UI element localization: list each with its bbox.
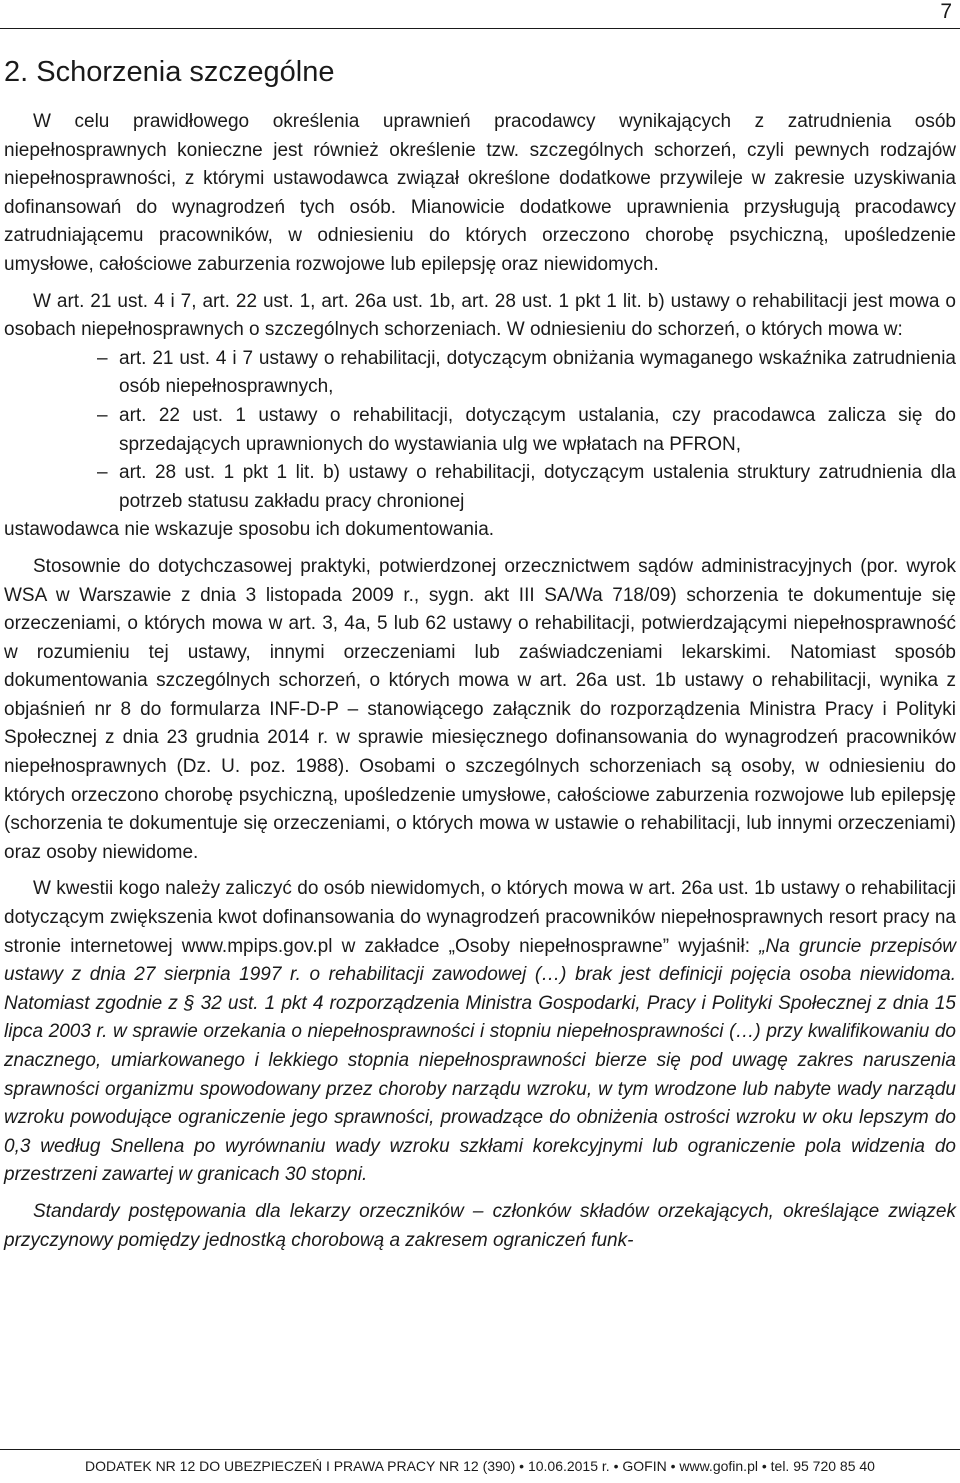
dash-bullet: –: [97, 404, 108, 426]
paragraph-articles: W art. 21 ust. 4 i 7, art. 22 ust. 1, art. 26a ust. 1b, art. 28 ust. 1 pkt 1 lit. b) ustawy o rehabilitacji jest mowa o osobach niepełnosprawnych o szczególnych schorzeniach. W odniesieniu do schorzeń, o których mowa w:: [4, 290, 956, 341]
paragraph-blind-persons: [4, 875, 956, 1190]
top-rule: [0, 28, 960, 29]
list-item-text: art. 22 ust. 1 ustawy o rehabilitacji, dotyczącym ustalania, czy pracodawca zalicza się do sprzedających uprawnionych do wystawiania ulg we wpłatach na PFRON,: [119, 404, 956, 455]
paragraph-intro: W celu prawidłowego określenia uprawnień pracodawcy wynikających z zatrudnienia osób niepełnosprawnych konieczne jest również określenie tzw. szczególnych schorzeń, czyli pewnych rodzajów niepełnosprawności, z którymi ustawodawca związał określone dodatkowe przywileje w zakresie uzyskiwania dofinansowań do wynagrodzeń tych osób. Mianowicie dodatkowe uprawnienia przysługują pracodawcy zatrudniającemu pracowników, w odniesieniu do których orzeczono chorobę psychiczną, upośledzenie umysłowe, całościowe zaburzenia rozwojowe lub epilepsję oraz niewidomych.: [4, 111, 956, 275]
list-item: [97, 345, 956, 402]
paragraph-list-close: ustawodawca nie wskazuje sposobu ich dokumentowania.: [4, 519, 495, 541]
article-list: [4, 345, 956, 517]
quote-ministry: „Na gruncie przepisów ustawy z dnia 27 sierpnia 1997 r. o rehabilitacji zawodowej (…) brak jest definicji pojęcia osoba niewidoma. Natomiast zgodnie z § 32 ust. 1 pkt 4 rozporządzenia Ministra Gospodarki, Pracy i Polityki Społecznej z dnia 15 lipca 2003 r. w sprawie orzekania o niepełnosprawności i stopniu niepełnosprawności (…) przy kwalifikowaniu do znacznego, umiarkowanego i lekkiego stopnia niepełnosprawności bierze się pod uwagę zakres naruszenia sprawności organizmu spowodowany przez choroby narządu wzroku, w tym wrodzone lub nabyte wady narządu wzroku powodujące ograniczenie jego sprawności, prowadzące do obniżenia ostrości wzroku w oku lepszym do 0,3 według Snellena po wyrównaniu wady wzroku szkłami korekcyjnymi lub ograniczenie pola widzenia do przestrzeni zawartej w granicach 30 stopni.: [4, 935, 956, 1186]
page-content: [4, 54, 956, 1255]
paragraph-blind-intro: W kwestii kogo należy zaliczyć do osób niewidomych, o których mowa w art. 26a ust. 1b ustawy o rehabilitacji dotyczącym zwiększenia kwot dofinansowania do wynagrodzeń pracowników niepełnosprawnych resort pracy na stronie internetowej www.mpips.gov.pl w zakładce „Osoby niepełnosprawne” wyjaśnił:: [4, 878, 956, 957]
list-item-text: art. 28 ust. 1 pkt 1 lit. b) ustawy o rehabilitacji, dotyczącym ustalenia struktury zatrudnienia dla potrzeb statusu zakładu pracy chronionej: [119, 462, 956, 512]
bottom-rule: [0, 1449, 960, 1450]
page-footer: DODATEK NR 12 DO UBEZPIECZEŃ I PRAWA PRACY NR 12 (390) • 10.06.2015 r. • GOFIN • www.gofin.pl • tel. 95 720 85 40: [85, 1458, 875, 1474]
page-number: 7: [940, 0, 952, 23]
paragraph-standards: Standardy postępowania dla lekarzy orzeczników – członków składów orzekających, określające związek przyczynowy pomiędzy jednostką chorobową a zakresem ograniczeń funk-: [4, 1200, 956, 1251]
list-item-text: art. 21 ust. 4 i 7 ustawy o rehabilitacji, dotyczącym obniżania wymaganego wskaźnika zatrudnienia osób niepełnosprawnych,: [119, 347, 956, 398]
section-heading: 2. Schorzenia szczególne: [4, 56, 335, 88]
dash-bullet: –: [97, 462, 108, 484]
dash-bullet: –: [97, 347, 108, 369]
paragraph-practice: Stosownie do dotychczasowej praktyki, potwierdzonej orzecznictwem sądów administracyjnych (por. wyrok WSA w Warszawie z dnia 3 listopada 2009 r., sygn. akt III SA/Wa 718/09) schorzenia te dokumentuje się orzeczeniami, o których mowa w art. 3, 4a, 5 lub 62 ustawy o rehabilitacji, potwierdzającymi niepełnosprawność w rozumieniu tej ustawy, innymi orzeczeniami lub zaświadczeniami lekarskimi. Natomiast sposób dokumentowania szczególnych schorzeń, o których mowa w art. 26a ust. 1b ustawy o rehabilitacji, wynika z objaśnień nr 8 do formularza INF-D-P – stanowiącego załącznik do rozporządzenia Ministra Pracy i Polityki Społecznej z dnia 23 grudnia 2014 r. w sprawie miesięcznego dofinansowania do wynagrodzeń pracowników niepełnosprawnych (Dz. U. poz. 1988). Osobami o szczególnych schorzeniach są osoby, w odniesieniu do których orzeczono chorobę psychiczną, upośledzenie umysłowe, całościowe zaburzenia rozwojowe lub epilepsję (schorzenia te dokumentuje się orzeczeniami, o których mowa w ustawie o rehabilitacji, lub innymi orzeczeniami) oraz osoby niewidome.: [4, 555, 956, 863]
list-item: [97, 402, 956, 459]
list-item: [97, 459, 956, 516]
